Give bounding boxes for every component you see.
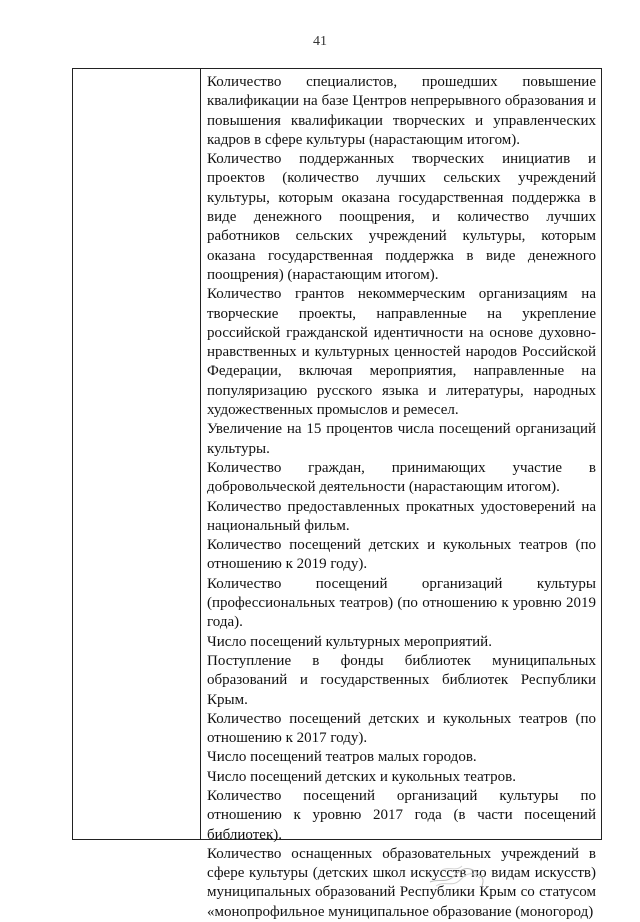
indicator-item: Количество посещений детских и кукольных театров (по отношению к 2017 году). (207, 710, 596, 747)
table-indicators-cell (201, 69, 601, 920)
indicator-item: Количество оснащенных образовательных учреждений в сфере культуры (детских школ искусств по видам искусств) муниципальных образований Республики Крым со статусом «монопрофильное муниципальное образование (моногород) (207, 845, 596, 920)
table-left-cell (73, 69, 201, 839)
indicators-table (72, 68, 602, 920)
indicator-item: Количество поддержанных творческих инициатив и проектов (количество лучших сельских учреждений культуры, которым оказана государственная поддержка в виде денежного поощрения, и количество лучших работников сельских учреждений культуры, которым оказана государственная поддержка в виде денежного поощрения) (нарастающим итогом). (207, 151, 596, 283)
indicator-item: Количество грантов некоммерческим организациям на творческие проекты, направленные на укрепление российской гражданской идентичности на основе духовно-нравственных и культурных ценностей народов Российской Федерации, включая мероприятия, направленные на популяризацию русского языка и литературы, народных художественных промыслов и ремесел. (207, 286, 596, 419)
scan-mark (428, 858, 486, 890)
indicator-item: Количество граждан, принимающих участие в добровольческой деятельности (нарастающим итогом). (207, 459, 596, 496)
page-number: 41 (313, 34, 327, 49)
indicator-item: Количество посещений детских и кукольных театров (по отношению к 2019 году). (207, 537, 596, 573)
indicator-item: Увеличение на 15 процентов числа посещений организаций культуры. (207, 421, 596, 457)
indicator-item: Число посещений театров малых городов. (207, 749, 477, 766)
indicator-item: Поступление в фонды библиотек муниципальных образований и государственных библиотек Республики Крым. (207, 652, 596, 708)
indicator-item: Количество специалистов, прошедших повышение квалификации на базе Центров непрерывного образования и повышения квалификации творческих и управленческих кадров в сфере культуры (нарастающим итогом). (207, 74, 596, 148)
indicator-item: Число посещений детских и кукольных театров. (207, 768, 516, 785)
indicator-item: Количество предоставленных прокатных удостоверений на национальный фильм. (207, 498, 596, 534)
indicator-item: Количество посещений организаций культуры (профессиональных театров) (по отношению к уровню 2019 года). (207, 575, 596, 631)
indicator-item: Число посещений культурных мероприятий. (207, 633, 492, 650)
indicator-item: Количество посещений организаций культуры по отношению к уровню 2017 года (в части посещений библиотек). (207, 787, 596, 843)
